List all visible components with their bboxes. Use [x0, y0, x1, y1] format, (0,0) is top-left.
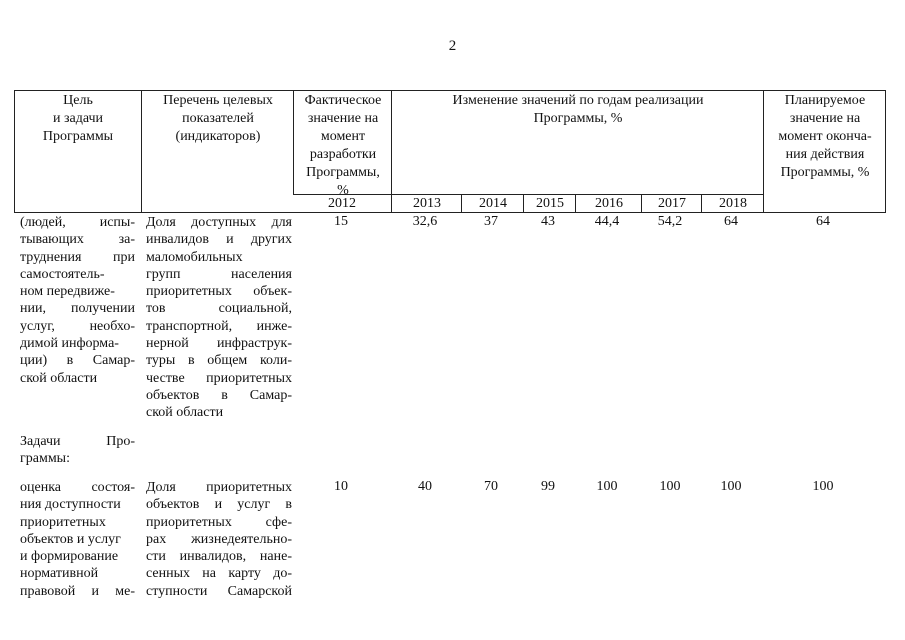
header-actual-text: Фактическое значение на момент разработки Программы, % — [304, 93, 382, 198]
row3-value-2012: 10 — [334, 479, 348, 494]
row3-value-2018: 100 — [720, 479, 742, 494]
row3-value-2015: 99 — [541, 479, 555, 494]
header-planned — [763, 91, 886, 212]
text-line: сти инвалидов, нане- — [146, 549, 292, 565]
row3-value-2016: 100 — [596, 479, 618, 494]
text-line: объектов и услуг — [20, 531, 121, 547]
text-line: оценка состоя- — [20, 480, 135, 495]
text-line: ном передвиже- — [20, 284, 115, 300]
header-indicators — [141, 91, 294, 212]
row1-indicator — [146, 214, 292, 422]
row3-value-2013: 40 — [418, 479, 432, 494]
text-line: ступности Самарской — [146, 583, 292, 599]
text-line: граммы: — [20, 451, 70, 467]
text-line: Задачи Про- — [20, 434, 135, 449]
years-row — [293, 194, 763, 213]
text-line: транспортной, инже- — [146, 318, 292, 334]
text-line: честве приоритетных — [146, 370, 292, 386]
text-line: Доля доступных для — [146, 215, 292, 230]
header-planned-text: Планируемое значение на момент оконча- ния действия Программы, % — [778, 93, 872, 180]
text-line: ции) в Самар- — [20, 353, 135, 369]
row3-value-2017: 100 — [659, 479, 681, 494]
text-line: объектов и услуг в — [146, 497, 292, 513]
year-2015: 2015 — [523, 195, 576, 213]
header-goal — [15, 91, 141, 212]
text-line: приоритетных сфе- — [146, 514, 292, 530]
row3-goal — [20, 479, 135, 600]
text-line: маломобильных — [146, 249, 243, 265]
row3-value-2014: 70 — [484, 479, 498, 494]
text-line: рах жизнедеятельно- — [146, 531, 292, 547]
row1-value-2016: 44,4 — [594, 214, 620, 229]
text-line: труднения при — [20, 249, 135, 265]
text-line: инвалидов и других — [146, 232, 292, 248]
text-line: ской области — [20, 370, 98, 386]
text-line: ской области — [146, 405, 224, 421]
row1-value-2013: 32,6 — [412, 214, 438, 229]
text-line: объектов в Самар- — [146, 387, 292, 403]
table-header — [14, 90, 886, 213]
row1-planned: 64 — [816, 214, 830, 229]
text-line: сенных на карту до- — [146, 566, 292, 582]
row2-goal — [20, 433, 135, 468]
header-change-text: Изменение значений по годам реализации Программы, % — [452, 93, 704, 126]
year-2014: 2014 — [461, 195, 524, 213]
text-line: приоритетных — [20, 514, 106, 530]
header-goal-text: Цель и задачи Программы — [42, 93, 114, 144]
text-line: Доля приоритетных — [146, 480, 292, 495]
header-indicators-text: Перечень целевых показателей (индикаторов) — [163, 93, 273, 144]
year-2016: 2016 — [575, 195, 642, 213]
page-number: 2 — [448, 38, 457, 54]
text-line: приоритетных объек- — [146, 284, 292, 300]
row1-value-2012: 15 — [334, 214, 348, 229]
text-line: туры в общем коли- — [146, 353, 292, 369]
text-line: услуг, необхо- — [20, 318, 135, 334]
text-line: тов социальной, — [146, 301, 292, 317]
text-line: нерной инфраструк- — [146, 336, 292, 352]
year-2017: 2017 — [641, 195, 702, 213]
row1-value-2015: 43 — [541, 214, 555, 229]
text-line: самостоятель- — [20, 266, 105, 282]
text-line: групп населения — [146, 266, 292, 282]
text-line: ния доступности — [20, 497, 121, 513]
text-line: (людей, испы- — [20, 215, 135, 230]
row3-indicator — [146, 479, 292, 600]
text-line: димой информа- — [20, 336, 119, 352]
text-line: правовой и ме- — [20, 583, 135, 599]
row1-value-2018: 64 — [724, 214, 738, 229]
year-2012: 2012 — [328, 196, 356, 211]
header-change — [391, 91, 764, 194]
text-line: нормативной — [20, 566, 99, 582]
year-2018: 2018 — [701, 195, 764, 213]
row3-planned: 100 — [812, 479, 834, 494]
year-2013: 2013 — [391, 195, 462, 213]
text-line: тывающих за- — [20, 232, 135, 248]
row1-goal — [20, 214, 135, 387]
row1-value-2017: 54,2 — [657, 214, 683, 229]
row1-value-2014: 37 — [484, 214, 498, 229]
text-line: нии, получении — [20, 301, 135, 317]
header-actual — [293, 91, 392, 198]
text-line: и формирование — [20, 549, 119, 565]
